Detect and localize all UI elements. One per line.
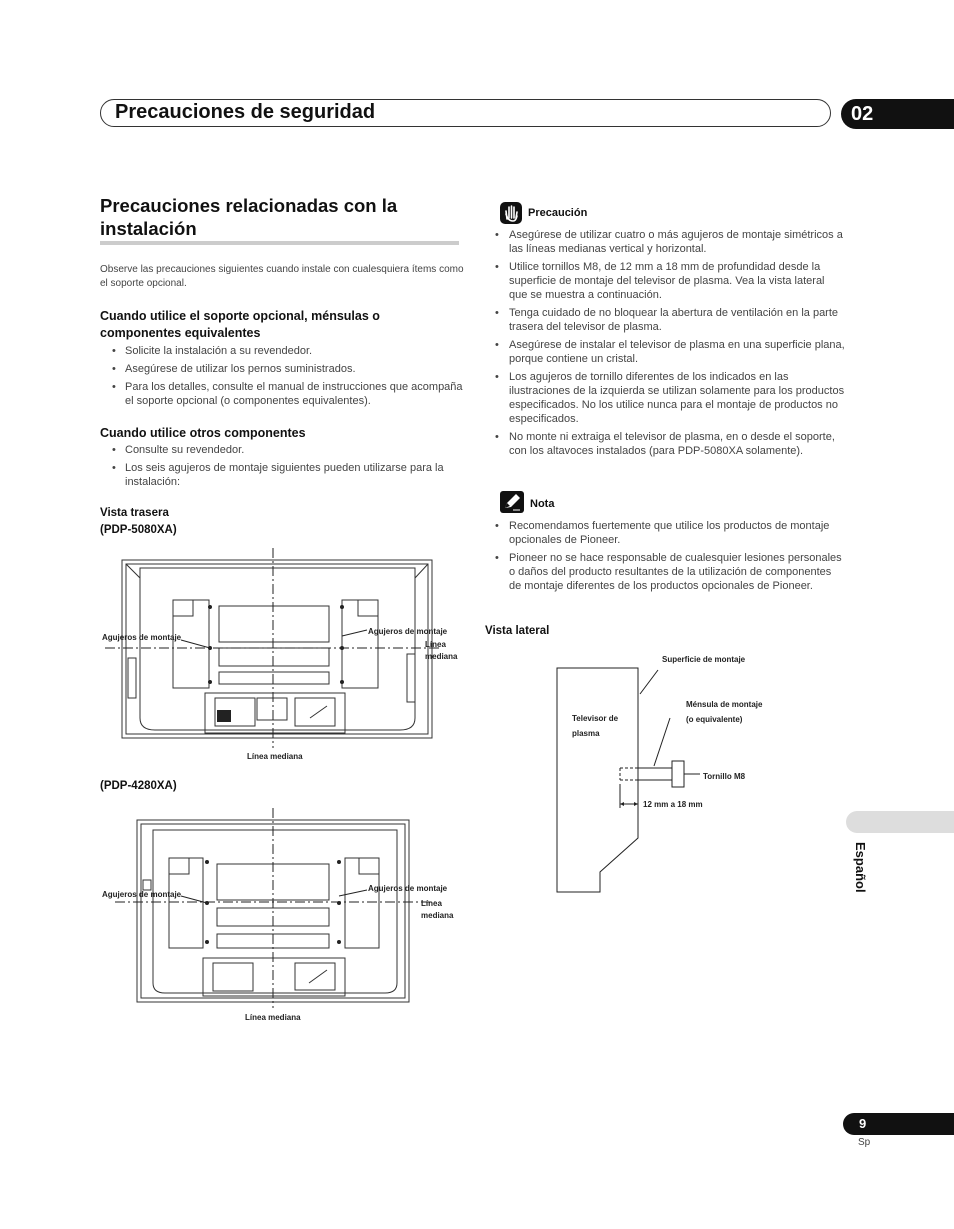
label-plasma-tv-l1: Televisor de	[572, 714, 619, 723]
note-title: Nota	[530, 498, 555, 510]
list-item: • No monte ni extraiga el televisor de plasma, en o desde el soporte, con los altavoces instalados (para PDP-5080XA solamente).	[485, 430, 845, 458]
label-depth: 12 mm a 18 mm	[643, 800, 703, 809]
other-components-list	[100, 443, 465, 493]
label-mounting-holes-right: Agujeros de montaje	[368, 627, 448, 636]
label-median-line-h1: Línea	[425, 640, 446, 649]
list-item: • Consulte su revendedor.	[100, 443, 465, 457]
rear-view-heading: Vista trasera	[100, 507, 169, 519]
list-item: • Pioneer no se hace responsable de cualesquier lesiones personales o daños del producto resultantes de la utilización de componentes de montaje diferentes de los productos opcionales de Pioneer.	[485, 551, 845, 593]
label-mounting-holes-left: Agujeros de montaje	[102, 633, 182, 642]
list-item: • Para los detalles, consulte el manual de instrucciones que acompaña el soporte opcional (o componentes equivalentes).	[100, 380, 465, 408]
caution-list	[485, 228, 845, 462]
rear-view-diagram-4280	[95, 808, 470, 1028]
optional-stand-list	[100, 344, 465, 412]
label-mounting-surface: Superficie de montaje	[662, 655, 746, 664]
list-item: • Recomendamos fuertemente que utilice los productos de montaje opcionales de Pioneer.	[485, 519, 845, 547]
rear-view-model-2: (PDP-4280XA)	[100, 780, 177, 792]
rear-view-diagram-5080	[95, 548, 470, 768]
hand-stop-icon	[500, 202, 522, 224]
caution-title: Precaución	[528, 207, 588, 219]
label-m8-screw: Tornillo M8	[703, 772, 746, 781]
intro-text: Observe las precauciones siguientes cuando instale con cualesquiera ítems como el soporte opcional.	[100, 264, 464, 289]
list-item: • Solicite la instalación a su revendedor.	[100, 344, 465, 358]
label-median-line-v: Línea mediana	[247, 752, 303, 761]
list-item: • Utilice tornillos M8, de 12 mm a 18 mm de profundidad desde la superficie de montaje del televisor de plasma. Vea la vista lateral que se muestra a continuación.	[485, 260, 845, 302]
language-tab	[846, 811, 954, 833]
side-view-heading: Vista lateral	[485, 625, 550, 637]
label-median-line-h2: mediana	[421, 911, 454, 920]
label-median-line-h1: Línea	[421, 899, 442, 908]
other-components-heading: Cuando utilice otros componentes	[100, 426, 306, 440]
section-title: Precauciones relacionadas con la instalación	[100, 195, 398, 239]
label-mounting-holes-left: Agujeros de montaje	[102, 890, 182, 899]
section-rule	[100, 241, 459, 245]
list-item: • Asegúrese de utilizar los pernos suministrados.	[100, 362, 465, 376]
label-mounting-holes-right: Agujeros de montaje	[368, 884, 448, 893]
list-item: • Tenga cuidado de no bloquear la abertura de ventilación en la parte trasera del televisor de plasma.	[485, 306, 845, 334]
side-view-diagram	[550, 648, 780, 894]
label-median-line-h2: mediana	[425, 652, 458, 661]
language-label: Español	[853, 842, 868, 893]
chapter-number: 02	[841, 99, 954, 129]
pencil-note-icon	[500, 491, 524, 513]
list-item: • Los agujeros de tornillo diferentes de los indicados en las ilustraciones de la izquierda se utilizan solamente para los productos especificados. No los utilice nunca para el montaje de productos no especificados.	[485, 370, 845, 426]
page-number: 9	[843, 1113, 954, 1135]
label-plasma-tv-l2: plasma	[572, 729, 600, 738]
label-bracket-l1: Ménsula de montaje	[686, 700, 763, 709]
label-bracket-l2: (o equivalente)	[686, 715, 743, 724]
list-item: • Asegúrese de utilizar cuatro o más agujeros de montaje simétricos a las líneas medianas vertical y horizontal.	[485, 228, 845, 256]
optional-stand-heading: Cuando utilice el soporte opcional, ménsulas o componentes equivalentes	[100, 309, 380, 340]
page-title: Precauciones de seguridad	[115, 101, 376, 123]
label-median-line-v: Línea mediana	[245, 1013, 301, 1022]
note-list	[485, 519, 845, 597]
language-code: Sp	[858, 1137, 871, 1148]
rear-view-model-1: (PDP-5080XA)	[100, 524, 177, 536]
list-item: • Los seis agujeros de montaje siguientes pueden utilizarse para la instalación:	[100, 461, 465, 489]
list-item: • Asegúrese de instalar el televisor de plasma en una superficie plana, porque contiene un cristal.	[485, 338, 845, 366]
